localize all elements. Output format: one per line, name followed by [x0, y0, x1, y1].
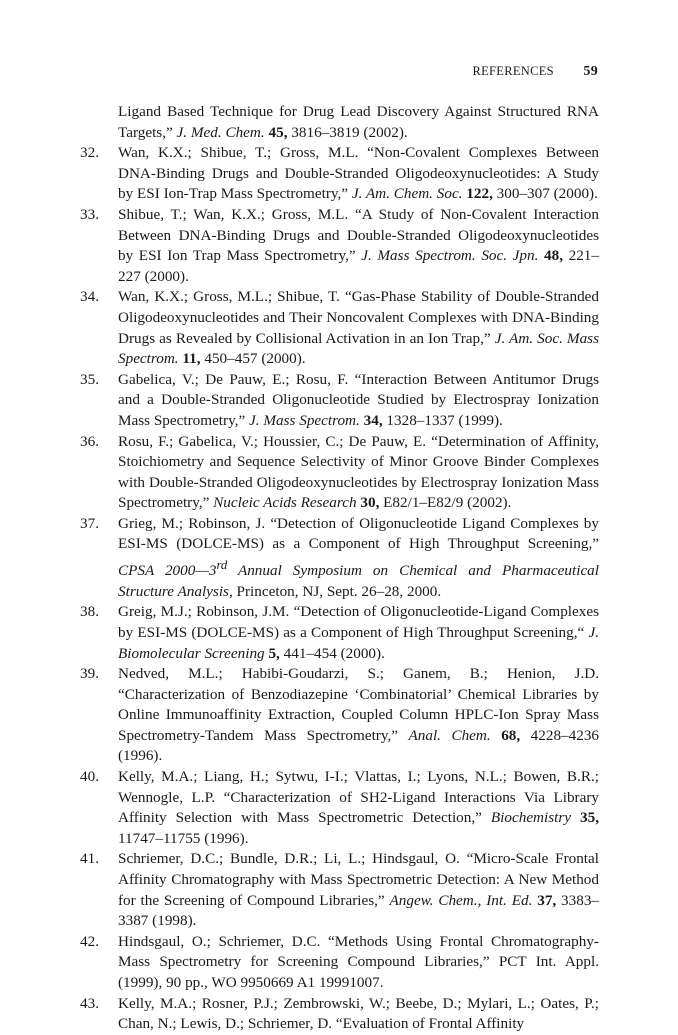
reference-entry [0, 602, 599, 664]
reference-text: Hindsgaul, O.; Schriemer, D.C. “Methods Using Frontal Chromatography-Mass Spectrometry for Screening Compound Libraries,” PCT Int. Appl. (1999), 90 pp., WO 9950669 A1 19991007. [118, 932, 599, 991]
reference-list [0, 102, 678, 1035]
reference-text: Schriemer, D.C.; Bundle, D.R.; Li, L.; Hindsgaul, O. “Micro-Scale Frontal Affinity Chromatography with Mass Spectrometric Detection: A New Method for the Screening of Compound Libraries,” Angew. Chem., Int. Ed. 37, 3383–3387 (1998). [118, 850, 600, 930]
reference-text: Grieg, M.; Robinson, J. “Detection of Oligonucleotide Ligand Complexes by ESI-MS (DOLCE-MS) as a Component of High Throughput Screening,” CPSA 2000—3rd Annual Symposium on Chemical and Pharmaceutical Structure Analysis, Princeton, NJ, Sept. 26–28, 2000. [118, 514, 599, 600]
reference-text: Wan, K.X.; Shibue, T.; Gross, M.L. “Non-Covalent Complexes Between DNA-Binding Drugs and Double-Stranded Oligodeoxynucleotides: A Study by ESI Ion-Trap Mass Spectrometry,” J. Am. Chem. Soc. 122, 300–307 (2000). [118, 144, 599, 203]
page-number: 59 [583, 64, 598, 79]
reference-entry [0, 205, 599, 287]
reference-text: Rosu, F.; Gabelica, V.; Houssier, C.; De Pauw, E. “Determination of Affinity, Stoichiometry and Sequence Selectivity of Minor Groove Binder Complexes with Double-Stranded Oligodeoxynucleotides by Electrospray Ionization Mass Spectrometry,” Nucleic Acids Research 30, E82/1–E82/9 (2002). [118, 432, 599, 512]
running-head [472, 64, 598, 80]
reference-text: Shibue, T.; Wan, K.X.; Gross, M.L. “A Study of Non-Covalent Interaction Between DNA-Binding Drugs and Double-Stranded Oligodeoxynucleotides by ESI Ion Trap Mass Spectrometry,” J. Mass Spectrom. Soc. Jpn. 48, 221–227 (2000). [118, 205, 599, 285]
reference-entry [0, 514, 599, 602]
reference-text: Kelly, M.A.; Rosner, P.J.; Zembrowski, W.; Beebe, D.; Mylari, L.; Oates, P.; Chan, N.; Lewis, D.; Schriemer, D. “Evaluation of Frontal Affinity [118, 994, 599, 1033]
reference-entry [0, 664, 599, 767]
reference-entry [0, 994, 599, 1035]
reference-number: 43. [80, 994, 99, 1012]
reference-number: 34. [80, 288, 99, 306]
reference-entry [0, 432, 599, 514]
reference-entry [0, 287, 599, 369]
reference-entry [0, 932, 599, 994]
reference-number: 39. [80, 665, 99, 683]
reference-number: 35. [80, 370, 99, 388]
reference-number: 32. [80, 144, 99, 162]
reference-number: 33. [80, 205, 99, 223]
reference-number: 36. [80, 432, 99, 450]
reference-text: Nedved, M.L.; Habibi-Goudarzi, S.; Ganem, B.; Henion, J.D. “Characterization of Benzodiazepine ‘Combinatorial’ Chemical Libraries by Online Immunoaffinity Extraction, Coupled Column HPLC-Ion Spray Mass Spectrometry-Tandem Mass Spectrometry,” Anal. Chem. 68, 4228–4236 (1996). [118, 665, 600, 765]
reference-text: Kelly, M.A.; Liang, H.; Sytwu, I-I.; Vlattas, I.; Lyons, N.L.; Bowen, B.R.; Wennogle, L.P. “Characterization of SH2-Ligand Interactions Via Library Affinity Selection with Mass Spectrometric Detection,” Biochemistry 35, 11747–11755 (1996). [118, 768, 599, 847]
reference-text: Ligand Based Technique for Drug Lead Discovery Against Structured RNA Targets,” J. Med. Chem. 45, 3816–3819 (2002). [118, 103, 599, 141]
reference-entry [0, 767, 599, 849]
reference-text: Wan, K.X.; Gross, M.L.; Shibue, T. “Gas-Phase Stability of Double-Stranded Oligodeoxynucleotides and Their Noncovalent Complexes with DNA-Binding Drugs as Revealed by Collisional Activation in an Ion Trap,” J. Am. Soc. Mass Spectrom. 11, 450–457 (2000). [118, 288, 599, 368]
reference-number: 41. [80, 850, 99, 868]
reference-number: 40. [80, 768, 99, 786]
running-head-section: REFERENCES [472, 64, 554, 78]
reference-entry [0, 102, 599, 143]
reference-entry [0, 370, 599, 432]
reference-text: Gabelica, V.; De Pauw, E.; Rosu, F. “Interaction Between Antitumor Drugs and a Double-Stranded Oligonucleotide Studied by Electrospray Ionization Mass Spectrometry,” J. Mass Spectrom. 34, 1328–1337 (1999). [118, 370, 599, 429]
reference-entry [0, 143, 599, 205]
reference-number: 42. [80, 932, 99, 950]
reference-text: Greig, M.J.; Robinson, J.M. “Detection of Oligonucleotide-Ligand Complexes by ESI-MS (DOLCE-MS) as a Component of High Throughput Screening,“ J. Biomolecular Screening 5, 441–454 (2000). [118, 603, 599, 662]
reference-number: 37. [80, 514, 99, 532]
reference-entry [0, 849, 599, 931]
reference-number: 38. [80, 603, 99, 621]
